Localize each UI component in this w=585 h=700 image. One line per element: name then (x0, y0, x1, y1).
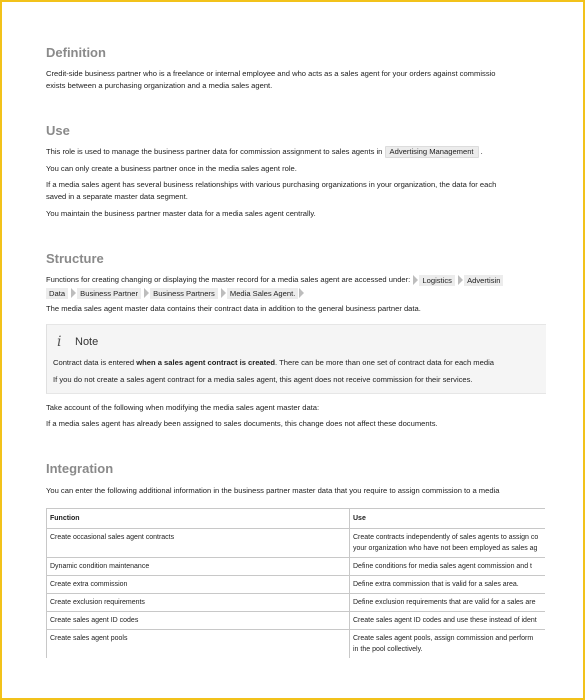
note-line1-text: Contract data is entered (53, 358, 135, 367)
use-text-line3: If a media sales agent has several business relationships with various purchasing organizations in your organization, the data for each (46, 180, 497, 189)
table-cell-function: Dynamic condition maintenance (47, 558, 350, 576)
breadcrumb-label: Logistics (419, 275, 455, 286)
table-cell-function: Create sales agent ID codes (47, 612, 350, 630)
note-title: Note (75, 336, 99, 348)
table-cell-function: Create exclusion requirements (47, 594, 350, 612)
integration-table (46, 508, 545, 658)
use-line1-end: . (480, 147, 483, 156)
chevron-right-icon (144, 288, 149, 298)
table-cell-use (350, 630, 546, 659)
definition-heading: Definition (46, 45, 106, 60)
integration-table-wrapper (46, 508, 545, 658)
breadcrumb-logistics[interactable] (412, 274, 455, 286)
chevron-right-icon (221, 288, 226, 298)
table-cell-use: Create sales agent ID codes and use these instead of ident (350, 612, 546, 630)
note-line1-bold: when a sales agent contract is created (136, 358, 276, 367)
integration-text-line1: You can enter the following additional information in the business partner master data that you require to assign commission to a media (46, 486, 500, 495)
note-text-line1 (53, 357, 546, 369)
breadcrumb-label: Advertisin (464, 275, 503, 286)
table-header-row (47, 509, 546, 529)
table-row (47, 558, 546, 576)
cell-line: Create contracts independently of sales agents to assign co (353, 534, 539, 541)
table-row (47, 630, 546, 659)
cell-line: your organization who have not been employed as sales ag (353, 545, 538, 552)
use-text-line4: saved in a separate master data segment. (46, 192, 188, 201)
chevron-right-icon (299, 288, 304, 298)
table-row (47, 612, 546, 630)
definition-text-line2: exists between a purchasing organization and a media sales agent. (46, 81, 273, 90)
breadcrumb-media-sales-agent[interactable] (220, 287, 305, 299)
definition-text-line1: Credit-side business partner who is a freelance or internal employee and who acts as a sales agent for your orders against commissio (46, 69, 496, 78)
structure-text-line2: The media sales agent master data contains their contract data in addition to the general business partner data. (46, 304, 421, 313)
info-icon: i (57, 334, 62, 350)
chevron-right-icon (458, 275, 463, 285)
modify-text-line1: Take account of the following when modifying the media sales agent master data: (46, 403, 320, 412)
use-text-line5: You maintain the business partner master data for a media sales agent centrally. (46, 209, 316, 218)
modify-text-line2: If a media sales agent has already been assigned to sales documents, this change does not affect these documents. (46, 419, 438, 428)
table-row (47, 529, 546, 558)
table-cell-function: Create extra commission (47, 576, 350, 594)
use-text-line2: You can only create a business partner once in the media sales agent role. (46, 164, 297, 173)
note-text-line2: If you do not create a sales agent contract for a media sales agent, this agent does not receive commission for their services. (53, 375, 473, 384)
cell-line: in the pool collectively. (353, 646, 423, 653)
structure-heading: Structure (46, 251, 104, 266)
use-line1-text: This role is used to manage the business partner data for commission assignment to sales agents in (46, 147, 383, 156)
breadcrumb-business-partner[interactable] (70, 287, 141, 299)
breadcrumb-label: Data (46, 288, 68, 299)
table-row (47, 594, 546, 612)
use-heading: Use (46, 123, 70, 138)
breadcrumb-label: Business Partner (77, 288, 141, 299)
table-cell-use: Define exclusion requirements that are valid for a sales are (350, 594, 546, 612)
breadcrumb-label: Business Partners (150, 288, 218, 299)
column-header-use: Use (350, 509, 546, 529)
table-cell-function: Create sales agent pools (47, 630, 350, 659)
structure-breadcrumb-line2 (46, 287, 545, 299)
structure-text-line1 (46, 274, 545, 286)
table-cell-use: Define conditions for media sales agent commission and t (350, 558, 546, 576)
structure-line1-text: Functions for creating changing or displaying the master record for a media sales agent are accessed under: (46, 275, 411, 284)
use-text-line1 (46, 146, 545, 158)
breadcrumb-data[interactable] (46, 287, 68, 299)
table-cell-use (350, 529, 546, 558)
breadcrumb-label: Media Sales Agent. (227, 288, 298, 299)
breadcrumb-business-partners[interactable] (143, 287, 218, 299)
note-box (46, 324, 546, 394)
integration-heading: Integration (46, 461, 114, 476)
advertising-management-link[interactable]: Advertising Management (385, 146, 479, 158)
cell-line: Create sales agent pools, assign commission and perform (353, 635, 534, 642)
table-cell-use: Define extra commission that is valid for a sales area. (350, 576, 546, 594)
breadcrumb-advertising[interactable] (457, 274, 503, 286)
table-row (47, 576, 546, 594)
note-line1-end: . There can be more than one set of contract data for each media (275, 358, 494, 367)
table-cell-function: Create occasional sales agent contracts (47, 529, 350, 558)
chevron-right-icon (71, 288, 76, 298)
column-header-function: Function (47, 509, 350, 529)
chevron-right-icon (413, 275, 418, 285)
